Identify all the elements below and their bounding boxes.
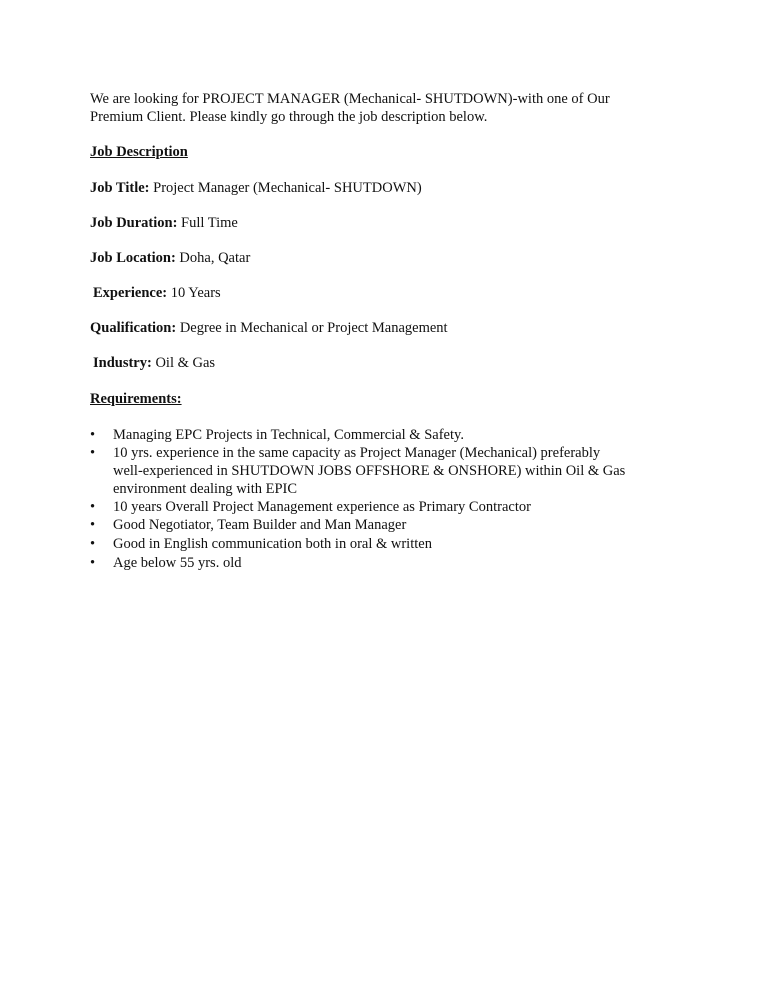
bullet-icon: • [90,427,96,443]
field-industry: Industry: Oil & Gas [93,355,216,371]
field-job-title: Job Title: Project Manager (Mechanical- SHUTDOWN) [90,180,422,196]
job-description-heading: Job Description [90,144,188,160]
bullet-icon: • [90,517,96,533]
intro-line-1: We are looking for PROJECT MANAGER (Mechanical- SHUTDOWN)-with one of Our [90,91,610,107]
field-job-duration: Job Duration: Full Time [90,215,238,231]
bullet-icon: • [90,445,96,461]
bullet-icon: • [90,536,96,552]
intro-line-2: Premium Client. Please kindly go through the job description below. [90,109,488,125]
field-qualification: Qualification: Degree in Mechanical or Project Management [90,320,448,336]
bullet-icon: • [90,555,96,571]
field-job-location: Job Location: Doha, Qatar [90,250,251,266]
field-experience: Experience: 10 Years [93,285,221,301]
bullet-icon: • [90,499,96,515]
requirements-heading: Requirements: [90,391,182,407]
